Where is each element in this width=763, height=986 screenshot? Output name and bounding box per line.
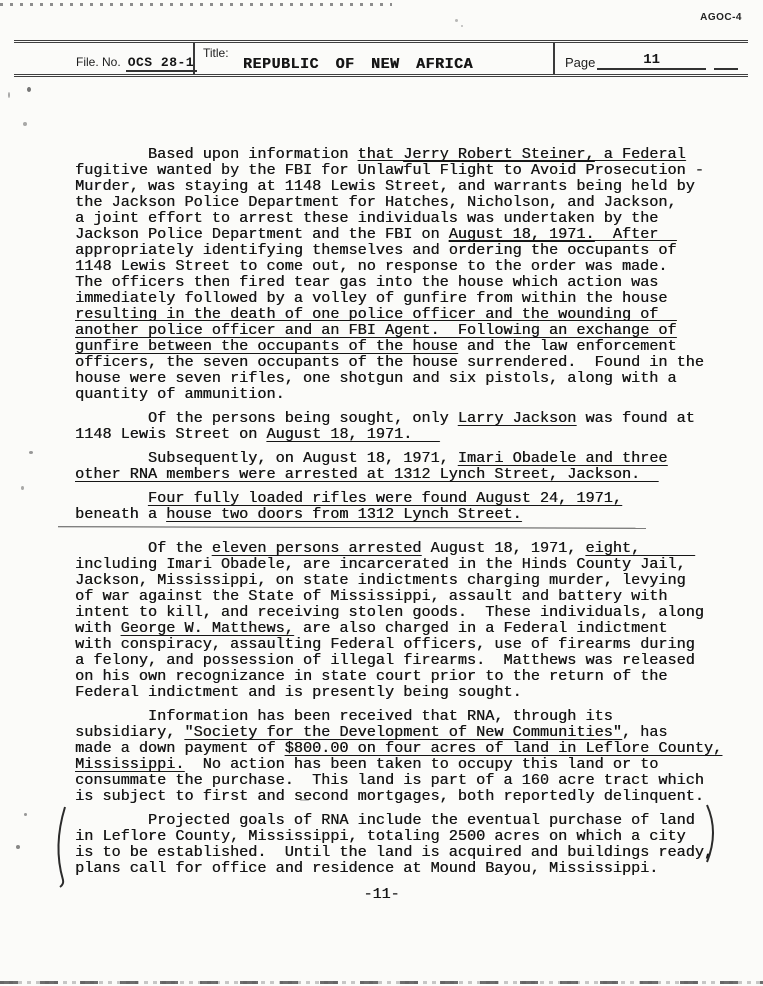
scan-speck (16, 845, 20, 849)
page-number-footer: -11- (363, 886, 400, 903)
paragraph (75, 450, 745, 482)
file-no-label: File. No. (76, 55, 121, 69)
text-line: resulting in the death of one police officer and the wounding of (75, 305, 659, 323)
margin-paren-right-icon (702, 804, 722, 864)
text-line: Of the eleven persons arrested August 18, 1971, eight, (75, 539, 641, 557)
paragraph (75, 146, 745, 402)
text-line: Federal indictment and is presently being sought. (75, 683, 522, 701)
text-line: another police officer and an FBI Agent. Following an exchange of (75, 321, 677, 339)
document-title: REPUBLIC OF NEW AFRICA (243, 56, 474, 73)
text-line: beneath a house two doors from 1312 Lynch Street. (75, 505, 522, 523)
scan-speck (27, 87, 31, 92)
text-line: on his own recognizance in state court prior to the return of the (75, 667, 668, 685)
page-label: Page (565, 55, 596, 70)
text-line: officers, the seven occupants of the house surrendered. Found in the (75, 353, 704, 371)
text-line: 1148 Lewis Street on August 18, 1971. (75, 425, 440, 443)
text-line: Mississippi. No action has been taken to occupy this land or to (75, 755, 659, 773)
text-line: plans call for office and residence at Mound Bayou, Mississippi. (75, 859, 659, 877)
paragraph (75, 410, 745, 442)
margin-paren-left-icon (50, 806, 70, 888)
text-line: intent to kill, and receiving stolen goods. These individuals, along (75, 603, 704, 621)
text-line: Based upon information that Jerry Robert Steiner, a Federal (75, 145, 686, 163)
text-line: with George W. Matthews, are also charged in a Federal indictment (75, 619, 668, 637)
text-line: with conspiracy, assaulting Federal officers, use of firearms during (75, 635, 695, 653)
text-line: including Imari Obadele, are incarcerated in the Hinds County Jail, (75, 555, 686, 573)
scan-speck (8, 92, 10, 98)
text-line: in Leflore County, Mississippi, totaling 2500 acres on which a city (75, 827, 686, 845)
text-line: the Jackson Police Department for Hatches, Nicholson, and Jackson, (75, 193, 677, 211)
text-line: house were seven rifles, one shotgun and six pistols, along with a (75, 369, 677, 387)
text-line: 1148 Lewis Street to come out, no response to the order was made. (75, 257, 668, 275)
text-line: Four fully loaded rifles were found August 24, 1971, (147, 489, 622, 507)
scan-speck (24, 813, 27, 816)
text-line: a joint effort to arrest these individuals was undertaken by the (75, 209, 659, 227)
header-table (14, 40, 748, 77)
text-line: Projected goals of RNA include the eventual purchase of land (75, 811, 695, 829)
title-label: Title: (203, 46, 229, 60)
text-line: of war against the State of Mississippi, assault and battery with (75, 587, 668, 605)
text-line: subsidiary, "Society for the Development of New Communities", has (75, 723, 668, 741)
text-line: gunfire between the occupants of the house and the law enforcement (75, 337, 677, 355)
text-line: fugitive wanted by the FBI for Unlawful Flight to Avoid Prosecution - (75, 161, 704, 179)
text-line: immediately followed by a volley of gunfire from within the house (75, 289, 668, 307)
text-line: The officers then fired tear gas into the house which action was (75, 273, 659, 291)
text-line: other RNA members were arrested at 1312 Lynch Street, Jackson. (75, 465, 659, 483)
paragraph (75, 708, 745, 804)
scan-speck (21, 486, 24, 490)
page-number-blank-rule (714, 54, 738, 70)
page-number-cell (555, 43, 748, 74)
text-line: quantity of ammunition. (75, 385, 285, 403)
paragraph (75, 490, 745, 522)
scan-speck (29, 451, 33, 454)
classification-code: AGOC-4 (700, 12, 742, 23)
file-no-value: OCS 28-1 (126, 55, 197, 72)
scan-speck (455, 19, 458, 22)
scan-speck (461, 25, 463, 27)
text-line: Jackson, Mississippi, on state indictments charging murder, levying (75, 571, 686, 589)
page-number-value: 11 (597, 53, 706, 70)
text-line: Information has been received that RNA, through its (75, 707, 613, 725)
text-line: appropriately identifying themselves and ordering the occupants of (75, 241, 677, 259)
text-line: a felony, and possession of illegal firearms. Matthews was released (75, 651, 695, 669)
text-line: is to be established. Until the land is acquired and buildings ready, (75, 843, 713, 861)
paragraph (75, 540, 745, 700)
text-line: Murder, was staying at 1148 Lewis Street, and warrants being held by (75, 177, 695, 195)
text-line: is subject to first and second mortgages, both reportedly delinquent. (75, 787, 704, 805)
text-line: Jackson Police Department and the FBI on August 18, 1971. After (75, 225, 659, 243)
document-body (75, 146, 745, 876)
scan-speck (300, 799, 309, 801)
file-number-cell (14, 43, 195, 74)
text-line: consummate the purchase. This land is part of a 160 acre tract which (75, 771, 704, 789)
text-line: made a down payment of $800.00 on four acres of land in Leflore County, (75, 739, 723, 757)
text-line: Subsequently, on August 18, 1971, Imari Obadele and three (75, 449, 668, 467)
scan-edge-dashes-top (0, 3, 392, 6)
paragraph (75, 812, 745, 876)
scan-speck (23, 122, 27, 126)
scan-edge-dashes-bottom (0, 981, 763, 984)
text-line: Of the persons being sought, only Larry Jackson was found at (75, 409, 695, 427)
title-cell (195, 43, 555, 74)
